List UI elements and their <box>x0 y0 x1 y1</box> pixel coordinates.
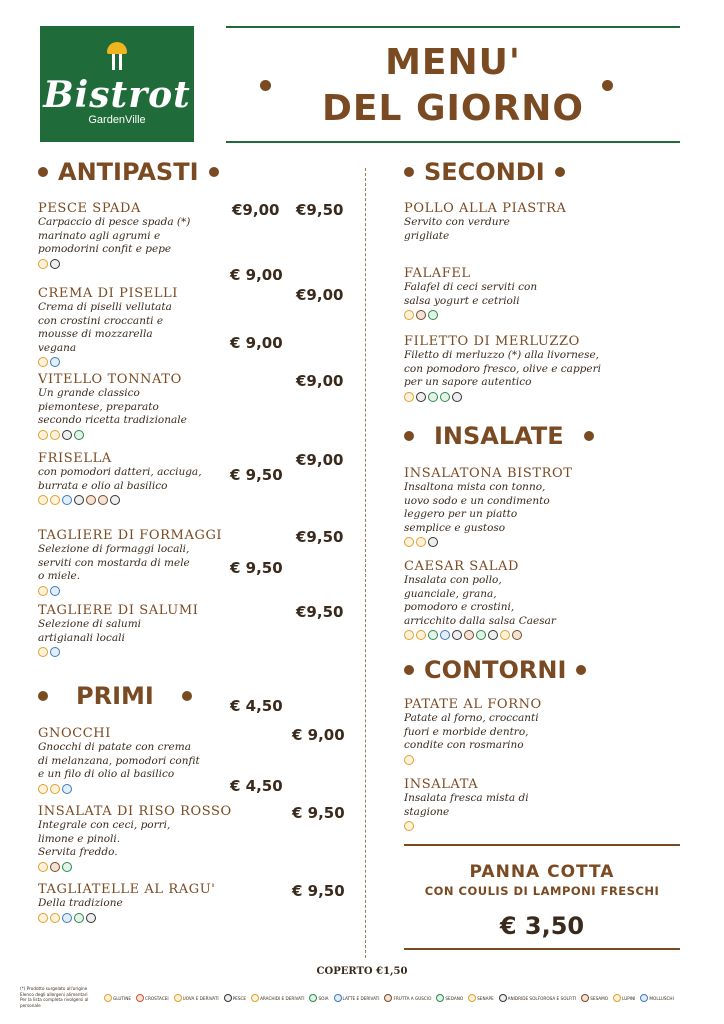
title-top-rule <box>226 26 680 28</box>
logo <box>40 26 194 142</box>
legend-label: SENAPE <box>477 995 494 1001</box>
item-description-line: grigliate <box>404 229 450 242</box>
item-description-line: burrata e olio al basilico <box>38 479 168 492</box>
allergen-icon <box>613 994 621 1002</box>
section-insalate: INSALATE <box>404 422 594 450</box>
item-price: € 9,00 <box>230 266 283 284</box>
item-description-line: leggero per un piatto <box>404 508 518 520</box>
item-description-line: Selezione di formaggi locali, <box>38 543 190 555</box>
allergen-icon <box>50 357 60 367</box>
allergen-icon <box>309 994 317 1002</box>
item-description-line: limone e pinoli. <box>38 832 121 845</box>
item-price: € 9,50 <box>292 804 345 822</box>
allergen-icon <box>98 495 108 505</box>
allergen-icon <box>62 495 72 505</box>
allergen-icon <box>38 357 48 367</box>
allergen-icon <box>50 913 60 923</box>
legend-label: FRUTTA A GUSCIO <box>393 995 432 1001</box>
legend-label: SEDANO <box>445 995 464 1001</box>
coperto: COPERTO €1,50 <box>316 966 408 977</box>
allergen-icon <box>136 994 144 1002</box>
item-description-line: con crostini croccanti e <box>38 314 164 327</box>
item-name: VITELLO TONNATO <box>38 372 182 387</box>
allergen-icon <box>38 862 48 872</box>
section-contorni: CONTORNI <box>404 656 586 684</box>
allergen-icon <box>38 259 48 269</box>
item-description-line: serviti con mostarda di mele <box>38 556 190 569</box>
allergen-icon <box>86 913 96 923</box>
dessert-bottom-rule <box>404 948 680 950</box>
allergen-icon <box>428 537 438 547</box>
item-description-line: salsa yogurt e cetrioli <box>404 294 520 307</box>
title-line-2: DEL GIORNO <box>322 88 584 129</box>
item-price: €9,00 <box>296 286 344 304</box>
allergen-icon <box>62 430 72 440</box>
item-description-line: condite con rosmarino <box>404 739 524 751</box>
allergen-icon <box>404 630 414 640</box>
item-description-line: Insaltona mista con tonno, <box>404 481 546 493</box>
item-name: FALAFEL <box>404 266 471 281</box>
item-description-line: semplice e gustoso <box>404 521 506 534</box>
allergen-icon <box>428 392 438 402</box>
allergen-icons <box>38 259 190 269</box>
allergen-icons <box>404 821 529 831</box>
item-description-line: Integrale con ceci, porri, <box>38 819 171 831</box>
dessert-subtitle: CON COULIS DI LAMPONI FRESCHI <box>424 884 660 898</box>
allergen-icon <box>38 784 48 794</box>
item-description-line: Servito con verdure <box>404 216 510 228</box>
allergen-icon <box>50 430 60 440</box>
allergen-icon <box>74 913 84 923</box>
allergen-icon <box>50 259 60 269</box>
allergen-icon <box>74 430 84 440</box>
item-description-line: pomodoro e crostini, <box>404 601 515 613</box>
allergen-icon <box>38 647 48 657</box>
item-price: € 9,00 <box>230 334 283 352</box>
allergen-icon <box>50 495 60 505</box>
menu-item-vitello-tonnato <box>38 372 344 440</box>
allergen-icons <box>404 755 542 765</box>
item-description-line: guanciale, grana, <box>404 587 497 600</box>
item-description-line: con pomodori datteri, acciuga, <box>38 466 202 478</box>
item-name: TAGLIATELLE AL RAGU' <box>38 882 216 897</box>
legend-note-line: Per la lista completa rivolgersi al personale <box>20 997 89 1008</box>
legend-label: SOIA <box>318 995 329 1001</box>
allergen-icon <box>416 392 426 402</box>
item-price: € 9,00 <box>292 726 345 744</box>
allergen-icon <box>416 537 426 547</box>
legend-entry <box>309 994 328 1002</box>
legend-note-line: Elenco degli allergeni alimentari <box>20 991 88 997</box>
item-description-line: fuori e morbide dentro, <box>404 725 529 738</box>
item-price: €9,00 <box>296 372 344 390</box>
item-description-line: uovo sodo e un condimento <box>404 494 550 507</box>
allergen-icon <box>488 630 498 640</box>
menu-item-tagliatelle <box>38 882 345 923</box>
section-secondi: SECONDI <box>404 158 565 186</box>
allergen-icon <box>110 495 120 505</box>
item-description-line: per un sapore autentico <box>404 376 532 388</box>
item-name: FRISELLA <box>38 451 112 466</box>
section-antipasti: ANTIPASTI <box>38 158 219 186</box>
allergen-icon <box>334 994 342 1002</box>
allergen-icon <box>86 495 96 505</box>
legend-entry <box>613 994 635 1002</box>
legend-entry <box>104 994 131 1002</box>
title-line-1: MENU' <box>385 42 521 83</box>
allergen-icon <box>452 392 462 402</box>
item-name: GNOCCHI <box>38 726 111 741</box>
item-name: INSALATA <box>404 777 479 792</box>
item-description-line: Falafel di ceci serviti con <box>404 281 538 293</box>
allergen-icons <box>38 586 222 596</box>
allergen-icon <box>224 994 232 1002</box>
allergen-icon <box>62 913 72 923</box>
item-price: €9,00 <box>232 201 280 219</box>
item-description-line: piemontese, preparato <box>38 400 159 413</box>
column-divider <box>365 168 366 958</box>
allergen-icon <box>104 994 112 1002</box>
allergen-icon <box>428 630 438 640</box>
allergen-icon <box>38 913 48 923</box>
allergen-icons <box>404 310 537 320</box>
item-description-line: mousse di mozzarella <box>38 328 153 340</box>
item-name: TAGLIERE DI FORMAGGI <box>38 528 223 543</box>
menu-item-tagliere-formaggi <box>38 528 344 596</box>
legend-entry <box>499 994 577 1002</box>
allergen-icon <box>50 862 60 872</box>
item-price: € 4,50 <box>230 777 283 795</box>
item-description-line: Patate al forno, croccanti <box>404 712 539 724</box>
item-name: PATATE AL FORNO <box>404 697 542 712</box>
legend-entry <box>136 994 169 1002</box>
allergen-icon <box>440 392 450 402</box>
item-description-line: marinato agli agrumi e <box>38 229 161 242</box>
dessert-block <box>404 862 680 940</box>
allergen-legend <box>104 994 674 1002</box>
allergen-icon <box>404 537 414 547</box>
allergen-icon <box>512 630 522 640</box>
item-name: CREMA DI PISELLI <box>38 286 179 301</box>
item-description-line: Della tradizione <box>38 897 123 909</box>
menu-item-caesar <box>230 559 556 640</box>
item-name: INSALATONA BISTROT <box>404 466 573 481</box>
item-description-line: arricchito dalla salsa Caesar <box>404 614 556 627</box>
legend-label: UOVA E DERIVATI <box>182 995 219 1001</box>
allergen-icon <box>38 495 48 505</box>
allergen-icon <box>476 630 486 640</box>
item-name: CAESAR SALAD <box>404 559 519 574</box>
allergen-icon <box>384 994 392 1002</box>
legend-entry <box>251 994 304 1002</box>
allergen-icons <box>404 630 556 640</box>
item-name: TAGLIERE DI SALUMI <box>38 603 199 618</box>
menu-item-falafel <box>230 266 538 320</box>
legend-note <box>20 986 100 1008</box>
legend-label: SESAMO <box>590 995 609 1001</box>
item-description-line: vegana <box>38 341 77 354</box>
legend-entry <box>384 994 431 1002</box>
allergen-icon <box>404 310 414 320</box>
title-bottom-rule <box>226 141 680 143</box>
menu-item-merluzzo <box>230 334 601 402</box>
item-price: €9,50 <box>296 603 344 621</box>
item-price: € 9,50 <box>230 466 283 484</box>
item-name: PESCE SPADA <box>38 201 141 216</box>
dessert-name: PANNA COTTA <box>469 862 615 882</box>
item-description-line: Servita freddo. <box>38 846 118 858</box>
chef-hat-icon <box>103 42 131 64</box>
allergen-icons <box>404 392 601 402</box>
allergen-icon <box>452 630 462 640</box>
allergen-icon <box>38 586 48 596</box>
item-description-line: Crema di piselli vellutata <box>38 301 172 313</box>
legend-entry <box>581 994 608 1002</box>
section-primi: PRIMI <box>38 682 192 710</box>
menu-item-tagliere-salumi <box>38 603 344 657</box>
allergen-icon <box>50 586 60 596</box>
legend-entry <box>468 994 493 1002</box>
allergen-icon <box>640 994 648 1002</box>
allergen-icon <box>500 630 510 640</box>
item-description-line: Carpaccio di pesce spada (*) <box>38 216 191 228</box>
legend-label: MOLLUSCHI <box>649 995 674 1001</box>
allergen-icon <box>404 821 414 831</box>
logo-subtitle: GardenVille <box>88 114 146 126</box>
allergen-icon <box>404 755 414 765</box>
allergen-icon <box>428 310 438 320</box>
dessert-top-rule <box>404 844 680 846</box>
allergen-icon <box>251 994 259 1002</box>
item-description-line: Un grande classico <box>38 387 140 399</box>
item-price: €9,50 <box>296 528 344 546</box>
legend-entry <box>640 994 673 1002</box>
menu-item-insalatona <box>230 466 573 547</box>
allergen-icons <box>38 495 202 505</box>
item-description-line: con pomodoro fresco, olive e capperi <box>404 362 601 375</box>
legend-entry <box>224 994 246 1002</box>
menu-item-insalata-riso-rosso <box>38 804 345 872</box>
legend-label: CROSTACEI <box>145 995 169 1001</box>
item-description-line: Gnocchi di patate con crema <box>38 741 191 753</box>
item-price: € 9,50 <box>292 882 345 900</box>
logo-name: Bistrot <box>43 74 191 116</box>
allergen-icon <box>499 994 507 1002</box>
legend-entry <box>174 994 219 1002</box>
allergen-icon <box>404 392 414 402</box>
allergen-icon <box>174 994 182 1002</box>
allergen-icons <box>38 862 232 872</box>
allergen-icon <box>50 647 60 657</box>
allergen-icon <box>74 495 84 505</box>
allergen-icon <box>38 430 48 440</box>
allergen-icons <box>38 913 215 923</box>
item-name: INSALATA DI RISO ROSSO <box>38 804 232 819</box>
item-description-line: Filetto di merluzzo (*) alla livornese, <box>404 349 600 361</box>
item-description-line: o miele. <box>38 570 81 582</box>
legend-note-line: (*) Prodotto surgelato all'origine <box>20 986 88 991</box>
allergen-icon <box>62 862 72 872</box>
item-description-line: stagione <box>404 805 450 818</box>
allergen-icons <box>38 647 199 657</box>
allergen-icon <box>581 994 589 1002</box>
item-description-line: Insalata fresca mista di <box>404 792 529 804</box>
menu-item-crema-di-piselli <box>38 286 344 367</box>
legend-label: LUPINI <box>622 995 636 1001</box>
item-price: €9,00 <box>296 451 344 469</box>
allergen-icons <box>404 537 573 547</box>
item-description-line: Insalata con pollo, <box>404 574 502 586</box>
item-description-line: e un filo di olio al basilico <box>38 768 175 780</box>
item-description-line: pomodorini confit e pepe <box>38 243 172 255</box>
allergen-icon <box>416 630 426 640</box>
page-title <box>226 32 680 140</box>
allergen-icon <box>62 784 72 794</box>
legend-entry <box>334 994 380 1002</box>
legend-label: PESCE <box>232 995 247 1001</box>
allergen-icon <box>436 994 444 1002</box>
item-name: POLLO ALLA PIASTRA <box>404 201 567 216</box>
item-description-line: Selezione di salumi <box>38 618 142 630</box>
item-name: FILETTO DI MERLUZZO <box>404 334 580 349</box>
dessert-price: € 3,50 <box>499 912 585 940</box>
legend-label: LATTE E DERIVATI <box>342 995 380 1001</box>
allergen-icons <box>38 784 200 794</box>
allergen-icon <box>468 994 476 1002</box>
allergen-icon <box>50 784 60 794</box>
legend-label: ARACHIDI E DERIVATI <box>260 995 305 1001</box>
allergen-icon <box>440 630 450 640</box>
allergen-icon <box>416 310 426 320</box>
allergen-icons <box>38 357 178 367</box>
item-price: €9,50 <box>296 201 344 219</box>
item-description-line: di melanzana, pomodori confit <box>38 754 200 767</box>
allergen-icons <box>38 430 187 440</box>
legend-label: GLUTINE <box>113 995 132 1001</box>
item-description-line: secondo ricetta tradizionale <box>38 414 187 426</box>
item-price: € 9,50 <box>230 559 283 577</box>
legend-entry <box>436 994 463 1002</box>
item-description-line: artigianali locali <box>38 631 125 644</box>
allergen-icon <box>464 630 474 640</box>
legend-label: ANIDRIDE SOLFOROSA E SOLFITI <box>507 995 577 1001</box>
item-price: € 4,50 <box>230 697 283 715</box>
